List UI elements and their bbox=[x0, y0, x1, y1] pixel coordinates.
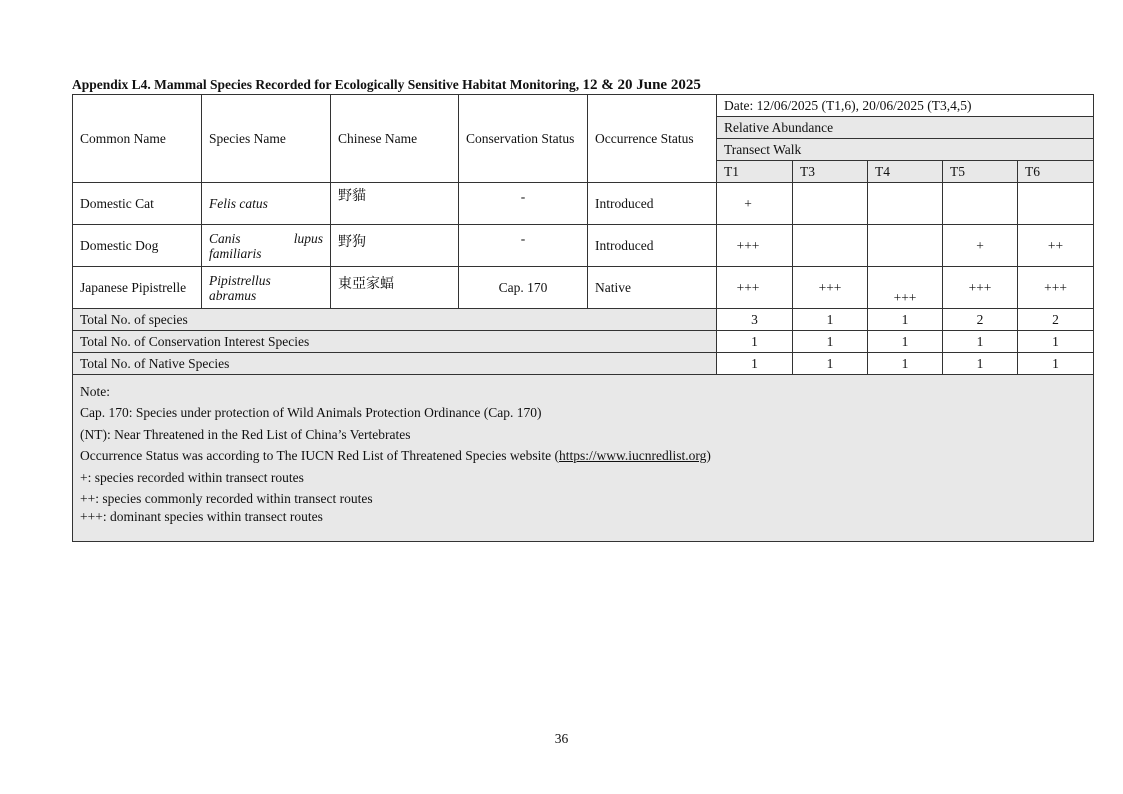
total-conservation-t3: 1 bbox=[793, 331, 868, 353]
abundance-t1-cell: +++ bbox=[717, 267, 793, 309]
table-row bbox=[73, 183, 1094, 225]
header-transect-walk: Transect Walk bbox=[717, 139, 1094, 161]
total-species-t5: 2 bbox=[943, 309, 1018, 331]
occurrence-status-cell: Native bbox=[588, 267, 717, 309]
species-epithet: lupus bbox=[293, 230, 323, 246]
species-subspecies: familiaris bbox=[209, 245, 262, 261]
abundance-t4-cell: +++ bbox=[868, 267, 943, 309]
totals-row bbox=[73, 353, 1094, 375]
abundance-t5-cell bbox=[943, 183, 1018, 225]
abundance-t6-cell: +++ bbox=[1018, 267, 1094, 309]
iucn-link[interactable]: https://www.iucnredlist.org bbox=[558, 448, 707, 464]
header-transect-t4: T4 bbox=[868, 161, 943, 183]
header-occurrence-status: Occurrence Status bbox=[588, 95, 717, 183]
header-common-name: Common Name bbox=[73, 95, 202, 183]
conservation-status-cell: Cap. 170 bbox=[459, 267, 588, 309]
total-species-t3: 1 bbox=[793, 309, 868, 331]
abundance-t3-cell bbox=[793, 225, 868, 267]
table-row bbox=[73, 225, 1094, 267]
totals-row bbox=[73, 331, 1094, 353]
note-plus-2: ++: species commonly recorded within transect routes bbox=[80, 491, 373, 507]
abundance-t1-cell: + bbox=[717, 183, 793, 225]
total-species-t6: 2 bbox=[1018, 309, 1094, 331]
header-transect-t1: T1 bbox=[717, 161, 793, 183]
abundance-t4-cell bbox=[868, 183, 943, 225]
abundance-t3-cell bbox=[793, 183, 868, 225]
table-row bbox=[73, 267, 1094, 309]
table-title-date: 12 & 20 June 2025 bbox=[582, 77, 701, 93]
occurrence-status-cell: Introduced bbox=[588, 183, 717, 225]
conservation-status-cell: - bbox=[459, 183, 588, 225]
total-species-t1: 3 bbox=[717, 309, 793, 331]
species-genus: Pipistrellus bbox=[209, 272, 271, 288]
header-chinese-name: Chinese Name bbox=[331, 95, 459, 183]
species-name-cell: Felis catus bbox=[202, 183, 331, 225]
note-nt: (NT): Near Threatened in the Red List of China’s Vertebrates bbox=[80, 426, 411, 442]
species-name-cell bbox=[202, 225, 331, 267]
header-transect-t6: T6 bbox=[1018, 161, 1094, 183]
mammal-species-table bbox=[72, 94, 1094, 542]
header-relative-abundance: Relative Abundance bbox=[717, 117, 1094, 139]
total-native-t1: 1 bbox=[717, 353, 793, 375]
common-name-cell: Domestic Cat bbox=[73, 183, 202, 225]
total-conservation-t5: 1 bbox=[943, 331, 1018, 353]
total-native-t3: 1 bbox=[793, 353, 868, 375]
total-species-label: Total No. of species bbox=[73, 309, 717, 331]
chinese-name-cell: 東亞家蝠 bbox=[331, 267, 459, 309]
total-conservation-t1: 1 bbox=[717, 331, 793, 353]
note-occurrence-text: Occurrence Status was according to The IUCN Red List of Threatened Species website ( bbox=[80, 448, 559, 464]
abundance-t5-cell: + bbox=[943, 225, 1018, 267]
abundance-t3-cell: +++ bbox=[793, 267, 868, 309]
chinese-name-cell: 野貓 bbox=[331, 183, 459, 225]
conservation-status-cell: - bbox=[459, 225, 588, 267]
common-name-cell: Domestic Dog bbox=[73, 225, 202, 267]
header-date: Date: 12/06/2025 (T1,6), 20/06/2025 (T3,4,5) bbox=[717, 95, 1094, 117]
total-native-label: Total No. of Native Species bbox=[73, 353, 717, 375]
abundance-t1-cell: +++ bbox=[717, 225, 793, 267]
common-name-cell: Japanese Pipistrelle bbox=[73, 267, 202, 309]
species-epithet: abramus bbox=[209, 287, 257, 303]
occurrence-status-cell: Introduced bbox=[588, 225, 717, 267]
abundance-t6-cell: ++ bbox=[1018, 225, 1094, 267]
total-native-t4: 1 bbox=[868, 353, 943, 375]
note-plus-3: +++: dominant species within transect routes bbox=[80, 509, 323, 525]
note-cap170: Cap. 170: Species under protection of Wild Animals Protection Ordinance (Cap. 170) bbox=[80, 405, 542, 421]
notes-section bbox=[73, 375, 1094, 542]
header-conservation-status: Conservation Status bbox=[459, 95, 588, 183]
total-native-t5: 1 bbox=[943, 353, 1018, 375]
note-occurrence bbox=[80, 445, 1086, 466]
note-plus-1: +: species recorded within transect routes bbox=[80, 469, 304, 485]
total-conservation-t4: 1 bbox=[868, 331, 943, 353]
total-native-t6: 1 bbox=[1018, 353, 1094, 375]
abundance-t5-cell: +++ bbox=[943, 267, 1018, 309]
totals-row bbox=[73, 309, 1094, 331]
table-title bbox=[72, 77, 701, 94]
total-conservation-t6: 1 bbox=[1018, 331, 1094, 353]
notes-heading: Note: bbox=[80, 384, 110, 399]
chinese-name-cell: 野狗 bbox=[331, 225, 459, 267]
total-conservation-label: Total No. of Conservation Interest Species bbox=[73, 331, 717, 353]
header-species-name: Species Name bbox=[202, 95, 331, 183]
abundance-t6-cell bbox=[1018, 183, 1094, 225]
header-transect-t3: T3 bbox=[793, 161, 868, 183]
note-occurrence-close: ) bbox=[706, 448, 711, 464]
species-genus: Canis bbox=[209, 230, 241, 246]
page-number: 36 bbox=[554, 731, 569, 746]
species-name-cell bbox=[202, 267, 331, 309]
abundance-t4-cell bbox=[868, 225, 943, 267]
total-species-t4: 1 bbox=[868, 309, 943, 331]
table-title-main: Appendix L4. Mammal Species Recorded for Ecologically Sensitive Habitat Monitoring, bbox=[72, 77, 583, 92]
header-transect-t5: T5 bbox=[943, 161, 1018, 183]
